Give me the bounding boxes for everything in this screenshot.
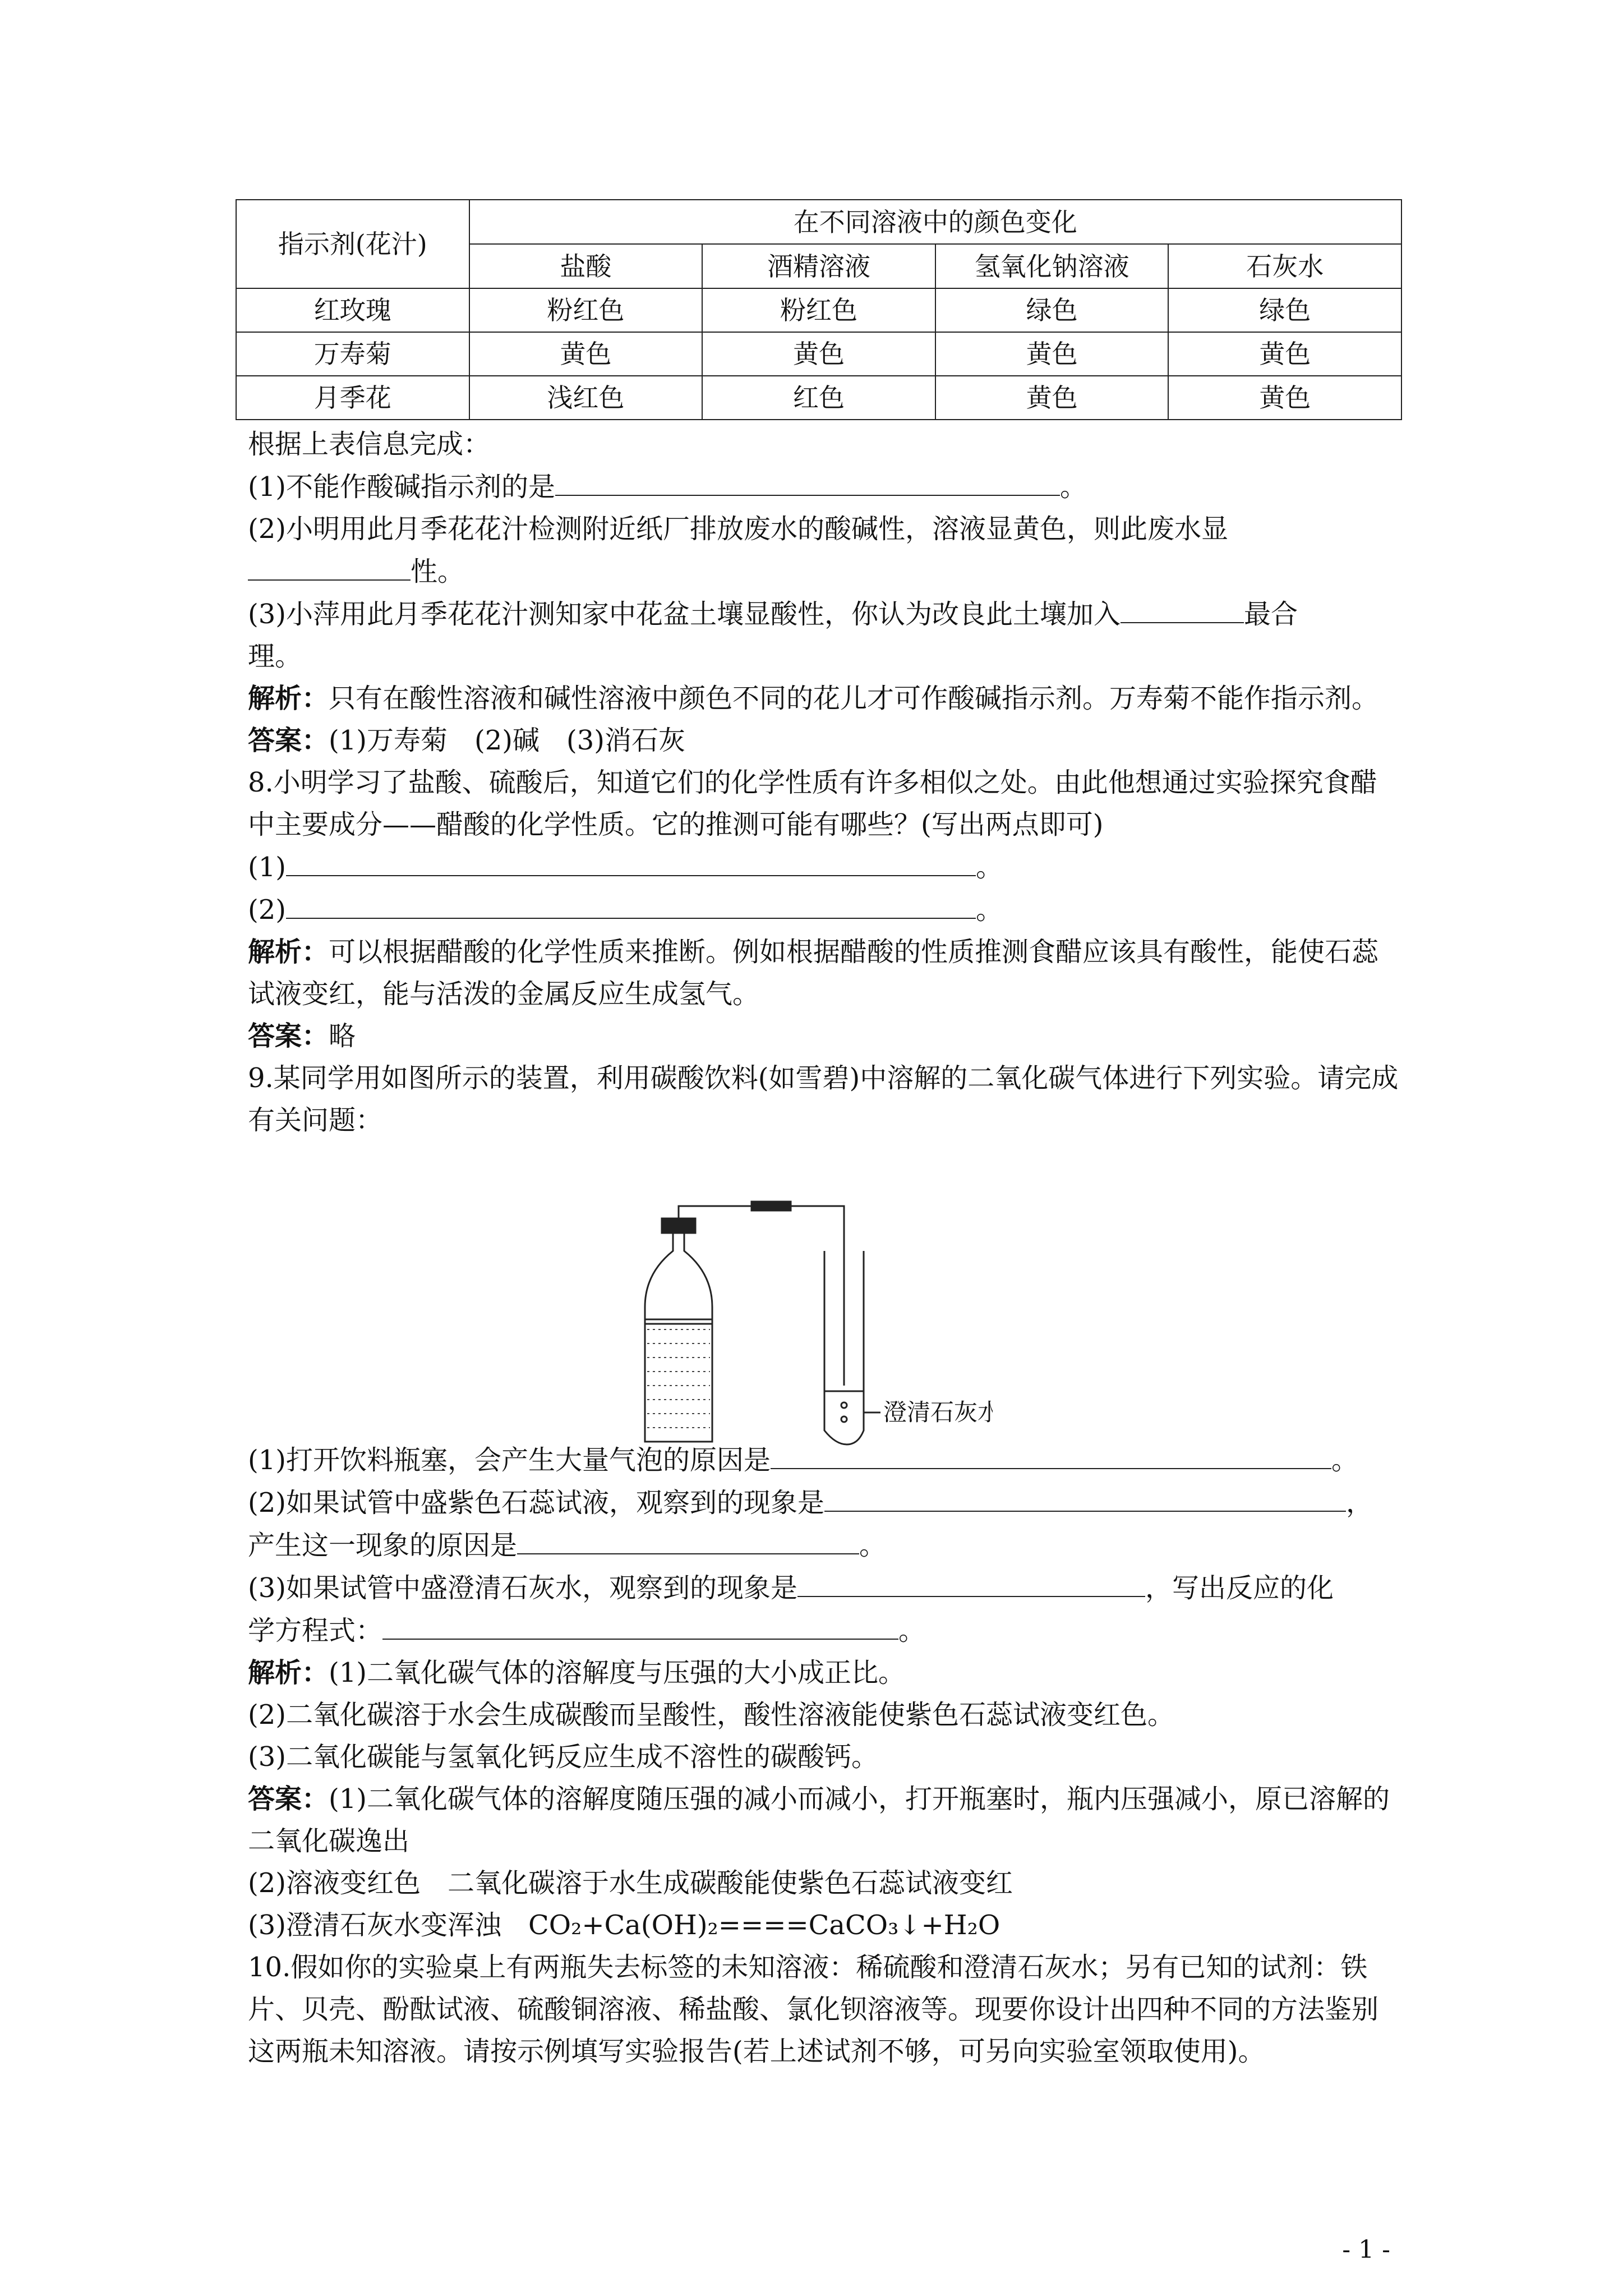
blank-number: (1) (248, 852, 286, 883)
table-cell: 浅红色 (469, 376, 703, 420)
q7-intro: 根据上表信息完成： (248, 429, 491, 460)
q9-answer-2: (2)溶液变红色 二氧化碳溶于水生成碳酸能使紫色石蕊试液变红 (248, 1867, 1013, 1899)
answer-label: 答案： (248, 1783, 329, 1815)
header-solution: 石灰水 (1168, 244, 1401, 288)
q8-answer (248, 1015, 1403, 1057)
gas-bubble (841, 1416, 847, 1422)
table-cell: 黄色 (702, 332, 935, 376)
q9-analysis-2: (2)二氧化碳溶于水会生成碳酸而呈酸性，酸性溶液能使紫色石蕊试液变红色。 (248, 1699, 1174, 1731)
table-cell: 红色 (702, 376, 935, 420)
bottle-liquid (647, 1329, 710, 1428)
q7-part3-line2: 理。 (248, 641, 302, 672)
answer-blank[interactable] (382, 1609, 898, 1640)
analysis-text: 可以根据醋酸的化学性质来推断。例如根据醋酸的性质推测食醋应该具有酸性，能使石蕊试液变红，能与活泼的金属反应生成氢气。 (248, 936, 1379, 1010)
q9-analysis-3: (3)二氧化碳能与氢氧化钙反应生成不溶性的碳酸钙。 (248, 1741, 878, 1773)
q8-analysis (248, 931, 1403, 1015)
q7-part2-line1: (2)小明用此月季花花汁检测附近纸厂排放废水的酸碱性，溶液显黄色，则此废水显 (248, 513, 1228, 545)
answer-text: 略 (329, 1020, 356, 1052)
table-cell: 粉红色 (702, 288, 935, 332)
table-cell: 黄色 (935, 376, 1169, 420)
answer-blank[interactable] (1121, 593, 1244, 623)
analysis-text: (1)二氧化碳气体的溶解度与压强的大小成正比。 (329, 1657, 906, 1688)
q7-part3-tail: 最合 (1244, 599, 1298, 630)
rubber-connector (751, 1202, 791, 1211)
period: 。 (1060, 471, 1087, 503)
apparatus-diagram (634, 1189, 993, 1447)
period: 。 (976, 852, 1003, 883)
q10-stem: 10.假如你的实验桌上有两瓶失去标签的未知溶液：稀硫酸和澄清石灰水；另有已知的试剂：铁片、贝壳、酚酞试液、硫酸铜溶液、稀盐酸、氯化钡溶液等。现要你设计出四种不同的方法鉴别这两瓶未知溶液。请按示例填写实验报告(若上述试剂不够，可另向实验室领取使用)。 (248, 1952, 1379, 2067)
analysis-label: 解析： (248, 936, 329, 968)
table-cell: 黄色 (1168, 332, 1401, 376)
q7-part2-line2 (248, 550, 1403, 593)
gas-bubble (841, 1402, 847, 1408)
answer-blank[interactable] (517, 1524, 859, 1554)
answer-label: 答案： (248, 725, 329, 756)
q7-part3-line1 (248, 593, 1403, 636)
bottle-cap (662, 1218, 695, 1233)
period: 。 (859, 1530, 887, 1561)
q9-part3-tail: ，写出反应的化 (1145, 1572, 1334, 1604)
table-cell: 黄色 (469, 332, 703, 376)
answer-label: 答案： (248, 1020, 329, 1052)
q9-part2-text: (2)如果试管中盛紫色石蕊试液，观察到的现象是 (248, 1487, 824, 1519)
answer-blank[interactable] (286, 846, 976, 876)
q7-part1 (248, 466, 1403, 508)
table-row (236, 376, 1401, 420)
q7-answer (248, 720, 1403, 762)
answer-blank[interactable] (824, 1481, 1346, 1512)
apparatus-figure (634, 1189, 993, 1447)
q7-part1-text: (1)不能作酸碱指示剂的是 (248, 471, 555, 503)
q8-blank2 (248, 889, 1403, 931)
answer-text: (1)二氧化碳气体的溶解度随压强的减小而减小，打开瓶塞时，瓶内压强减小，原已溶解的二氧化碳逸出 (248, 1783, 1390, 1857)
header-group: 在不同溶液中的颜色变化 (469, 200, 1401, 244)
figure-label: 澄清石灰水 (883, 1398, 993, 1426)
table-row (236, 332, 1401, 376)
q9-part3-text: (3)如果试管中盛澄清石灰水，观察到的现象是 (248, 1572, 797, 1604)
delivery-tube-left (679, 1206, 751, 1218)
row-name: 红玫瑰 (236, 288, 469, 332)
indicator-table (236, 199, 1402, 420)
answer-blank[interactable] (286, 889, 976, 919)
comma: ， (1346, 1487, 1373, 1519)
q9-part2-line1 (248, 1481, 1403, 1524)
delivery-tube-right (791, 1206, 844, 1386)
header-solution: 氢氧化钠溶液 (935, 244, 1169, 288)
q8-stem: 8.小明学习了盐酸、硫酸后，知道它们的化学性质有许多相似之处。由此他想通过实验探究食醋中主要成分——醋酸的化学性质。它的推测可能有哪些？(写出两点即可) (248, 767, 1377, 840)
header-solution: 盐酸 (469, 244, 703, 288)
q9-answer (248, 1778, 1403, 1862)
page-number: - 1 - (1342, 2235, 1390, 2264)
bottle-ridges (645, 1319, 712, 1324)
q9-part3-equation-label: 学方程式： (248, 1615, 383, 1646)
q7-part3-text: (3)小萍用此月季花花汁测知家中花盆土壤显酸性，你认为改良此土壤加入 (248, 599, 1121, 630)
row-name: 月季花 (236, 376, 469, 420)
analysis-label: 解析： (248, 1657, 329, 1688)
q9-stem: 9.某同学用如图所示的装置，利用碳酸饮料(如雪碧)中溶解的二氧化碳气体进行下列实验。请完成有关问题： (248, 1062, 1399, 1136)
table-row (236, 288, 1401, 332)
q9-part3-line2 (248, 1609, 1403, 1652)
period: 。 (1331, 1444, 1359, 1476)
period: 。 (976, 894, 1003, 926)
q9-answer-3: (3)澄清石灰水变浑浊 CO₂+Ca(OH)₂====CaCO₃↓+H₂O (248, 1910, 1000, 1941)
answer-blank[interactable] (248, 550, 411, 581)
answer-blank[interactable] (797, 1567, 1145, 1597)
q9-analysis (248, 1652, 1403, 1694)
header-solution: 酒精溶液 (702, 244, 935, 288)
analysis-label: 解析： (248, 683, 329, 714)
q7-part2-tail: 性。 (411, 556, 465, 587)
bottle-outline (645, 1231, 712, 1442)
q9-part2-reason: 产生这一现象的原因是 (248, 1530, 518, 1561)
table-cell: 绿色 (935, 288, 1169, 332)
table-cell: 黄色 (935, 332, 1169, 376)
q9-part1-text: (1)打开饮料瓶塞，会产生大量气泡的原因是 (248, 1444, 771, 1476)
answer-blank[interactable] (555, 466, 1060, 496)
table-cell: 黄色 (1168, 376, 1401, 420)
answer-text: (1)万寿菊 (2)碱 (3)消石灰 (329, 725, 685, 756)
q9-part3-line1 (248, 1567, 1403, 1609)
row-name: 万寿菊 (236, 332, 469, 376)
period: 。 (898, 1615, 926, 1646)
table-cell: 粉红色 (469, 288, 703, 332)
header-indicator: 指示剂(花汁) (236, 200, 469, 288)
analysis-text: 只有在酸性溶液和碱性溶液中颜色不同的花儿才可作酸碱指示剂。万寿菊不能作指示剂。 (329, 683, 1379, 714)
q7-analysis (248, 678, 1403, 720)
q9-part2-line2 (248, 1524, 1403, 1567)
table-cell: 绿色 (1168, 288, 1401, 332)
blank-number: (2) (248, 894, 286, 926)
q8-blank1 (248, 846, 1403, 889)
table-header-row (236, 200, 1401, 244)
